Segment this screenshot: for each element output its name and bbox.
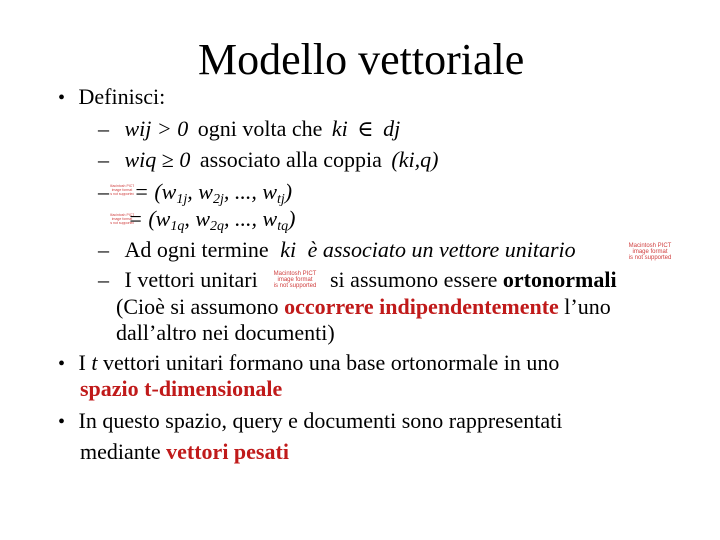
wij-term: wij > 0 [124,116,189,141]
vettori-unitari-line: – I vettori unitari [98,267,258,292]
ad-ogni-termine: – Ad ogni termine ki è associato un vettore unitario [98,237,576,262]
cioe-line: (Cioè si assumono occorrere indipendentemente l’uno [116,294,611,319]
bullet-definisci [58,84,165,111]
bullet-dot: • [58,411,66,433]
dash: – [98,147,109,172]
pict-placeholder-dj: Macintosh PICT image format is not supported [110,178,134,204]
pict-placeholder-q: Macintosh PICT image format is not supported [110,208,134,232]
wij-text: ogni volta che [197,116,323,141]
zero-term: 0 [179,147,191,172]
pict-placeholder-unitario: Macintosh PICT image format is not supported [620,237,680,267]
vector-dj: = ($w_{1j}$, $w_{2j}$, ..., $w_{tj}$) [134,179,293,207]
dall-altro-line: dall’altro nei documenti) [116,320,335,345]
dash-vector-dj: – [98,179,109,204]
bullet-dot: • [58,87,66,109]
def-wiq [98,147,438,173]
bullet-questo-spazio: • In questo spazio, query e documenti sono rappresentati [58,408,563,433]
dash: – [98,237,109,262]
ortonormali-text: si assumono essere ortonormali [330,267,617,292]
geq-symbol: ≥ [161,147,174,172]
wiq-text: associato alla coppia [199,147,382,172]
element-of-symbol: ∈ [357,116,374,141]
dj-term: dj [383,116,401,141]
wiq-term: wiq [124,147,157,172]
bullet-base-ortonormale: • I t vettori unitari formano una base ortonormale in uno [58,350,560,375]
definisci-label: Definisci: [78,84,166,109]
dash: – [98,267,109,292]
vector-q: = ($w_{1q}$, $w_{2q}$, ..., $w_{tq}$) [128,206,296,234]
bullet-dot: • [58,353,66,375]
ki-term: ki [331,116,348,141]
spazio-t-dimensionale: spazio t-dimensionale [80,376,283,401]
vettori-pesati-line: mediante vettori pesati [80,439,289,464]
dash: – [98,116,109,141]
def-wij [98,116,400,142]
page-title: Modello vettoriale [198,35,525,84]
pair-term: (ki,q) [391,147,439,172]
pict-placeholder-versori: Macintosh PICT image format is not supported [266,266,324,294]
